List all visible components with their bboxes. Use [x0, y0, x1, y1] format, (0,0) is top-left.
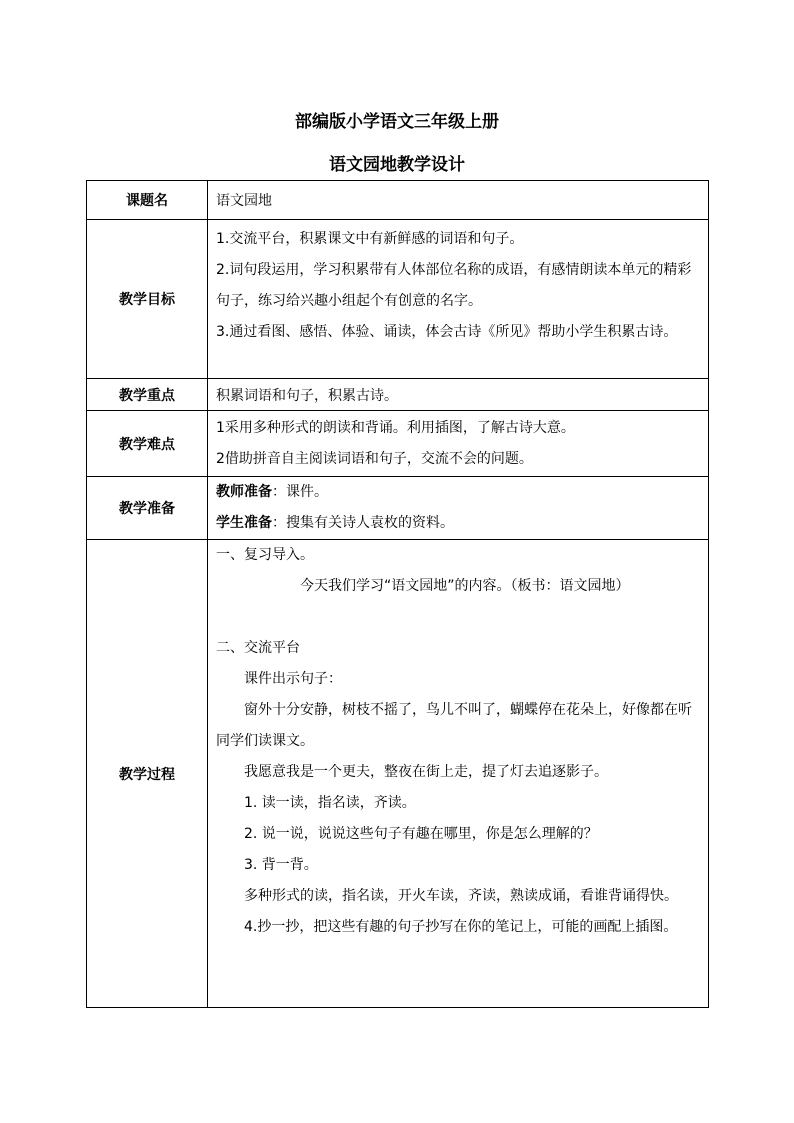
- difficult-item: 1采用多种形式的朗读和背诵。利用插图，了解古诗大意。: [216, 420, 575, 436]
- goal-item: 3.通过看图、感悟、体验、诵读，体会古诗《所见》帮助小学生积累古诗。: [216, 324, 678, 340]
- process-paragraph: 多种形式的读，指名读，开火车读，齐读，熟读成诵，看谁背诵得快。: [244, 888, 678, 904]
- row-goals: [87, 220, 709, 379]
- label-topic: 课题名: [87, 181, 208, 220]
- lesson-plan-table: [86, 180, 709, 1008]
- label-process: 教学过程: [87, 540, 208, 1008]
- document-title: 部编版小学语文三年级上册: [295, 112, 499, 132]
- value-key: 积累词语和句子，积累古诗。: [216, 387, 398, 404]
- difficult-item: 2借助拼音自主阅读词语和句子，交流不会的问题。: [216, 451, 533, 467]
- process-paragraph: 今天我们学习“语文园地”的内容。（板书：语文园地）: [300, 578, 630, 594]
- process-paragraph: 2. 说一说，说说这些句子有趣在哪里，你是怎么理解的？: [244, 826, 598, 842]
- process-paragraph: 一、复习导入。: [216, 547, 314, 563]
- process-paragraph: 3. 背一背。: [244, 857, 318, 873]
- teacher-prep-label: 教师准备: [216, 484, 272, 500]
- student-prep-value: ：搜集有关诗人袁枚的资料。: [272, 515, 454, 531]
- process-paragraph: 课件出示句子：: [244, 671, 342, 687]
- label-goals: 教学目标: [87, 220, 208, 379]
- process-paragraph: 1. 读一读，指名读，齐读。: [244, 795, 416, 811]
- process-paragraph: 我愿意我是一个更夫，整夜在街上走，提了灯去追逐影子。: [244, 764, 608, 780]
- row-process: [87, 540, 709, 1008]
- student-prep: [216, 508, 702, 539]
- row-difficult: [87, 411, 709, 477]
- label-difficult: 教学难点: [87, 411, 208, 477]
- label-prep: 教学准备: [87, 477, 208, 540]
- student-prep-label: 学生准备: [216, 515, 272, 531]
- teacher-prep-value: ：课件。: [272, 484, 328, 500]
- value-topic: 语文园地: [216, 193, 272, 209]
- goal-item: 1.交流平台，积累课文中有新鲜感的词语和句子。: [216, 231, 524, 247]
- teacher-prep: [216, 477, 702, 508]
- blank-line: [216, 602, 702, 633]
- goal-item: 2.词句段运用，学习积累带有人体部位名称的成语，有感情朗读本单元的精彩句子，练习给兴趣小组起个有创意的名字。: [216, 262, 692, 309]
- row-topic: [87, 181, 709, 220]
- process-paragraph: 二、交流平台: [216, 640, 300, 656]
- process-paragraph: 窗外十分安静，树枝不摇了，鸟儿不叫了，蝴蝶停在花朵上，好像都在听同学们读课文。: [216, 702, 692, 749]
- process-paragraph: 4.抄一抄，把这些有趣的句子抄写在你的笔记上，可能的画配上插图。: [244, 919, 678, 935]
- row-prep: [87, 477, 709, 540]
- row-key: [87, 379, 709, 411]
- label-key: 教学重点: [87, 379, 208, 411]
- document-subtitle: 语文园地教学设计: [329, 155, 465, 175]
